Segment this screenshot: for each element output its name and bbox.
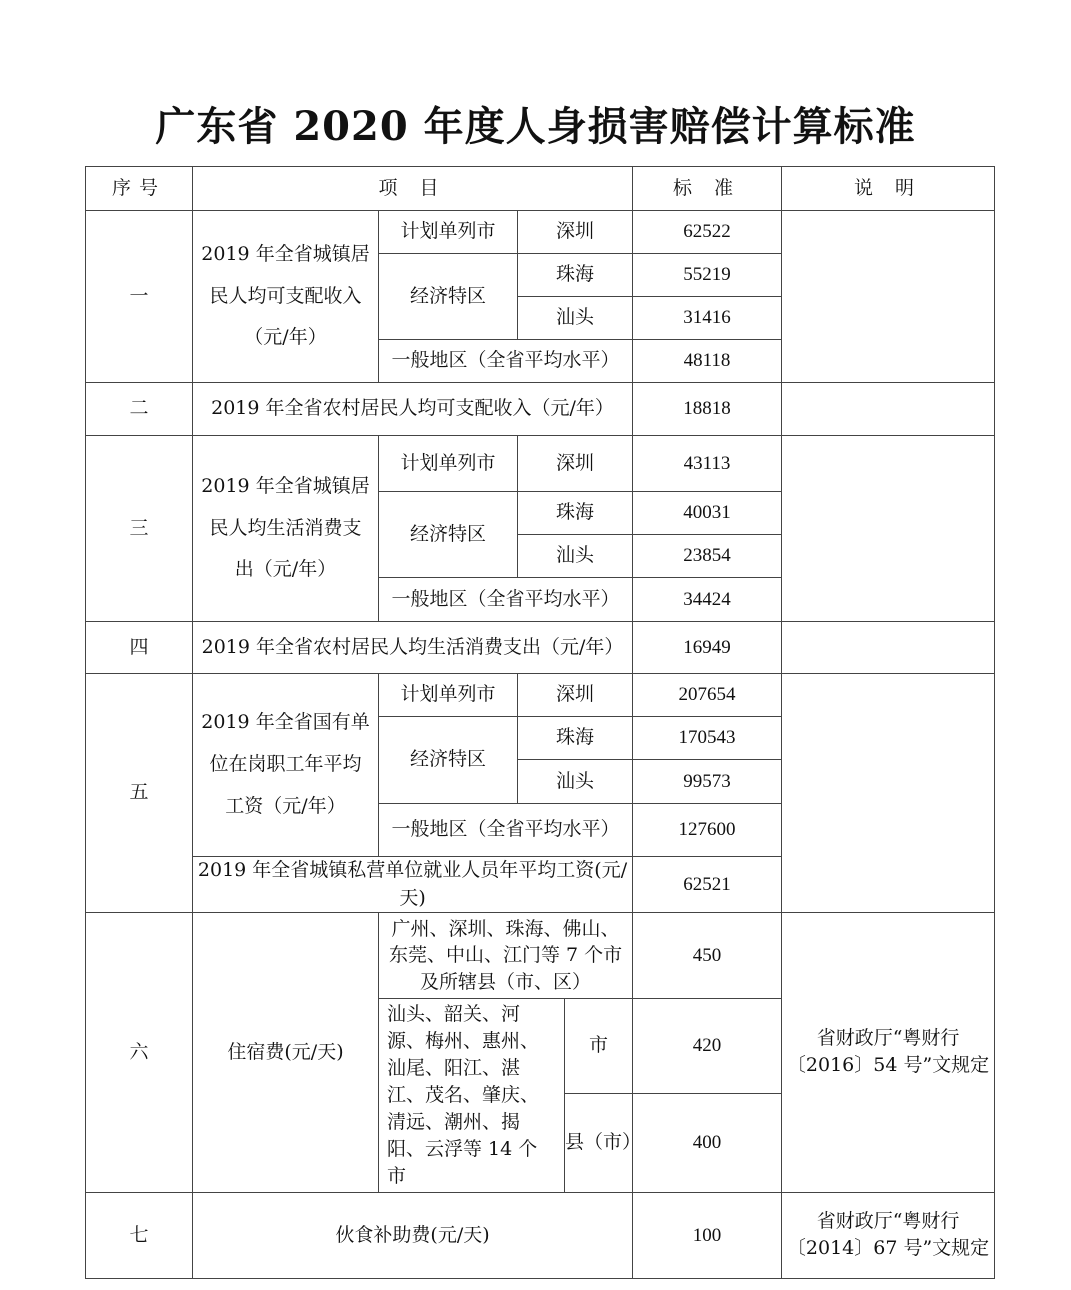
row2-value: 18818: [633, 383, 782, 436]
row5-sez: 经济特区: [379, 717, 518, 804]
row5-private-item: 2019 年全省城镇私营单位就业人员年平均工资(元/天): [193, 857, 633, 913]
row2-note: [782, 383, 995, 436]
row1-shantou-value: 31416: [633, 297, 782, 340]
header-seq: 序号: [86, 167, 193, 211]
row6-city-value: 420: [633, 999, 782, 1094]
row6-county-value: 400: [633, 1093, 782, 1192]
table-row: [86, 383, 995, 436]
row4-item: 2019 年全省农村居民人均生活消费支出（元/年）: [193, 622, 633, 674]
row3-shenzhen-label: 深圳: [518, 436, 633, 492]
row1-sez: 经济特区: [379, 254, 518, 340]
row5-shenzhen-value: 207654: [633, 674, 782, 717]
row1-shenzhen-label: 深圳: [518, 211, 633, 254]
document-title: 广东省 2020 年度人身损害赔偿计算标准: [155, 103, 916, 150]
row7-value: 100: [633, 1192, 782, 1278]
row5-item: 2019 年全省国有单位在岗职工年平均工资（元/年）: [193, 674, 379, 857]
row7-item: 伙食补助费(元/天): [193, 1192, 633, 1278]
row3-sez: 经济特区: [379, 492, 518, 578]
row4-value: 16949: [633, 622, 782, 674]
row3-seq: 三: [86, 436, 193, 622]
row3-note: [782, 436, 995, 622]
table-row: [86, 1192, 995, 1278]
row5-seq: 五: [86, 674, 193, 913]
table-row: [86, 211, 995, 254]
row6-area-b: 汕头、韶关、河源、梅州、惠州、汕尾、阳江、湛江、茂名、肇庆、清远、潮州、揭阳、云浮等 14 个市: [379, 999, 565, 1193]
row4-seq: 四: [86, 622, 193, 674]
row7-seq: 七: [86, 1192, 193, 1278]
row3-zhuhai-label: 珠海: [518, 492, 633, 535]
row5-plan-city: 计划单列市: [379, 674, 518, 717]
compensation-standards-table: [85, 166, 995, 1279]
row1-zhuhai-value: 55219: [633, 254, 782, 297]
row5-shenzhen-label: 深圳: [518, 674, 633, 717]
row6-county-label: 县（市）: [565, 1093, 633, 1192]
row1-zhuhai-label: 珠海: [518, 254, 633, 297]
row3-general-value: 34424: [633, 578, 782, 622]
row6-area-a: 广州、深圳、珠海、佛山、东莞、中山、江门等 7 个市及所辖县（市、区）: [379, 913, 633, 999]
row3-plan-city: 计划单列市: [379, 436, 518, 492]
row6-area-a-value: 450: [633, 913, 782, 999]
table-header-row: [86, 167, 995, 211]
row5-shantou-value: 99573: [633, 760, 782, 804]
row3-zhuhai-value: 40031: [633, 492, 782, 535]
row6-note: 省财政厅“粤财行〔2016〕54 号”文规定: [782, 913, 995, 1193]
table-row: [86, 436, 995, 492]
row5-general-label: 一般地区（全省平均水平）: [379, 804, 633, 857]
row1-plan-city: 计划单列市: [379, 211, 518, 254]
row1-note: [782, 211, 995, 383]
row2-seq: 二: [86, 383, 193, 436]
row3-shantou-value: 23854: [633, 535, 782, 578]
row3-shenzhen-value: 43113: [633, 436, 782, 492]
header-item: 项 目: [193, 167, 633, 211]
header-standard: 标 准: [633, 167, 782, 211]
row7-note: 省财政厅“粤财行〔2014〕67 号”文规定: [782, 1192, 995, 1278]
row5-general-value: 127600: [633, 804, 782, 857]
row4-note: [782, 622, 995, 674]
row6-seq: 六: [86, 913, 193, 1193]
row2-item: 2019 年全省农村居民人均可支配收入（元/年）: [193, 383, 633, 436]
row3-shantou-label: 汕头: [518, 535, 633, 578]
header-note: 说 明: [782, 167, 995, 211]
row1-shenzhen-value: 62522: [633, 211, 782, 254]
row1-general-value: 48118: [633, 340, 782, 383]
row1-seq: 一: [86, 211, 193, 383]
table-row: [86, 622, 995, 674]
row3-item: 2019 年全省城镇居民人均生活消费支出（元/年）: [193, 436, 379, 622]
row6-city-label: 市: [565, 999, 633, 1094]
row5-shantou-label: 汕头: [518, 760, 633, 804]
row1-general-label: 一般地区（全省平均水平）: [379, 340, 633, 383]
row5-zhuhai-value: 170543: [633, 717, 782, 760]
table-row: [86, 674, 995, 717]
row5-zhuhai-label: 珠海: [518, 717, 633, 760]
table-row: [86, 913, 995, 999]
row1-shantou-label: 汕头: [518, 297, 633, 340]
row5-note: [782, 674, 995, 913]
row6-item: 住宿费(元/天): [193, 913, 379, 1193]
row5-private-value: 62521: [633, 857, 782, 913]
row3-general-label: 一般地区（全省平均水平）: [379, 578, 633, 622]
row1-item: 2019 年全省城镇居民人均可支配收入（元/年）: [193, 211, 379, 383]
